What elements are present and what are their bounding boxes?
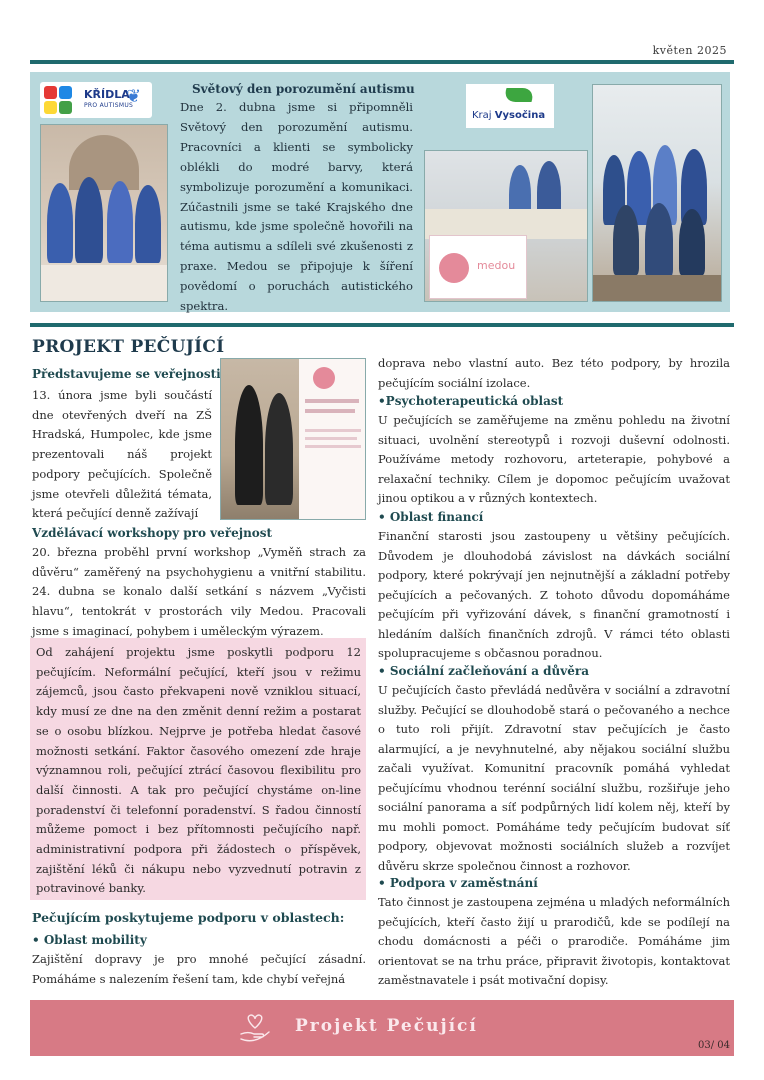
support-areas-heading: Pečujícím poskytujeme podporu v oblastech: [32, 910, 345, 925]
project-title: PROJEKT PEČUJÍCÍ [32, 337, 225, 357]
finance-heading: • Oblast financí [378, 510, 484, 524]
social-heading: • Sociální začleňování a důvěra [378, 664, 589, 678]
kridla-logo-subtitle: PRO AUTISMUS [84, 102, 134, 109]
photo-kraj-event [424, 150, 588, 302]
mobility-heading: • Oblast mobility [32, 933, 147, 947]
photo-group [592, 84, 722, 302]
public-text: 13. února jsme byli součástí dne otevřených dveří na ZŠ Hradská, Humpolec, kde jsme prezentovali náš projekt podpory pečujících. Společně jsme otevřeli důležitá témata, která pečující denně zažívají [32, 388, 212, 521]
public-heading: Představujeme se veřejnosti [32, 367, 221, 381]
issue-date: květen 2025 [652, 44, 727, 57]
mobility-text-continued: doprava nebo vlastní auto. Bez této podpory, by hrozila pečujícím sociální izolace. [378, 356, 730, 390]
footer-title: Projekt Pečující [295, 1016, 478, 1036]
photo-staff-indoor [40, 124, 168, 302]
employment-text: Tato činnost je zastoupena zejména u mladých neformálních pečujících, kteří často žijí u prarodičů, kde se podílejí na chodu domácnosti a péči o prarodiče. Pomáháme jim orientovat se na trhu práce, připravit životopis, kontaktovat zaměstnavatele i psát motivační dopisy. [378, 895, 730, 987]
header-divider [30, 60, 734, 64]
psycho-heading: •Psychoterapeutická oblast [378, 394, 564, 408]
autism-text: Dne 2. dubna jsme si připomněli Světový den porozumění autismu. Pracovníci a klienti se symbolicky oblékli do modré barvy, která symbolizuje porozumění a komunikaci. Zúčastnili jsme se také Krajského dne autismu, kde jsme společně hovořili na téma autismu a sdíleli své zkušenosti z praxe. Medou se připojuje k šíření povědomí o poruchách autistického spektra. [180, 100, 413, 314]
leaf-icon [501, 88, 536, 102]
heart-hand-icon [238, 1012, 272, 1044]
finance-text: Finanční starosti jsou zastoupeny u většiny pečujících. Důvodem je dlouhodobá závislost na dávkách sociální podpory, které pokrývají jen nejnutnější a základní potřeby pečujících a pečovaných. Z tohoto důvodu dopomáháme pečujícím při vyřizování dávek, s finanční gramotností i hledáním dalších finančních zdrojů. V rámci této oblasti spolupracujeme s občasnou poradnou. [378, 529, 730, 660]
page-number: 03/ 04 [698, 1040, 730, 1051]
mobility-text: Zajištění dopravy je pro mnohé pečující zásadní. Pomáháme s nalezením řešení tam, kde chybí veřejná [32, 952, 366, 986]
puzzle-blocks-icon [44, 86, 74, 114]
workshop-heading: Vzdělávací workshopy pro veřejnost [32, 526, 273, 540]
butterfly-icon: ❦ [126, 86, 142, 107]
social-text: U pečujících často převládá nedůvěra v sociální a zdravotní služby. Pečující se dlouhodobě stará o pečovaného a nechce o tuto roli přijít. Zdravotní stav pečujících je často alarmující, a je nevyhnutelné, aby nějakou sociální službu začali využívat. Komunitní pracovník pomáhá vyhledat pečujícímu vhodnou terénní sociální službu, rozšiřuje jeho sociální panorama a síť podpůrných lidí kolem něj, kteří by mu mohli pomoct. Pomáháme tedy pečujícím budovat síť podpory, objevovat možnosti sociálních služeb a rozvíjet důvěru skrze společnou činnost a rozhovor. [378, 683, 730, 873]
photo-open-day [220, 358, 366, 520]
kraj-logo-prefix: Kraj [472, 110, 492, 121]
kraj-vysocina-logo [466, 84, 554, 128]
autism-title: Světový den porozumění autismu [192, 82, 415, 96]
kridla-logo-name: KŘÍDLA [84, 88, 130, 101]
section-divider [30, 323, 734, 327]
support-summary-text: Od zahájení projektu jsme poskytli podporu 12 pečujícím. Neformální pečující, kteří jsou v režimu zájemců, jsou často překvapeni nově vzniklou situací, kdy musí ze dne na den změnit denní režim a postarat se o osobu blízkou. Nejprve je potřeba hledat časové možnosti setkání. Faktor časového omezení zde hraje významnou roli, pečující ztrácí časovou flexibilitu pro další činnosti. A tak pro pečující chystáme on-line poradenství či telefonní poradenství. S řadou činností můžeme pomoct i bez přítomnosti pečujícího např. administrativní podpora při žádostech o příspěvek, zajištění léků či nákupu nebo vyzvednutí potravin z potravinové banky. [36, 645, 361, 896]
kridla-logo [40, 82, 152, 118]
medou-banner-text: medou [477, 259, 516, 272]
kraj-logo-name: Vysočina [494, 110, 546, 121]
psycho-text: U pečujících se zaměřujeme na změnu pohledu na životní situaci, uvolnění stereotypů i rozvoji duševní odolnosti. Používáme metody rozhovoru, arteterapie, pohybové a relaxační techniky. Cílem je dopomoc pečujícím uvažovat jinou optikou a v různých kontextech. [378, 413, 730, 505]
workshop-text: 20. března proběhl první workshop „Vyměň strach za důvěru“ zaměřený na psychohygienu a vnitřní stabilitu. 24. dubna se konalo další setkání s názvem „Vyčisti hlavu“, tentokrát v prostorách vily Medou. Pracovali jsme s imaginací, pohybem i uměleckým výrazem. [32, 545, 366, 638]
employment-heading: • Podpora v zaměstnání [378, 876, 538, 890]
